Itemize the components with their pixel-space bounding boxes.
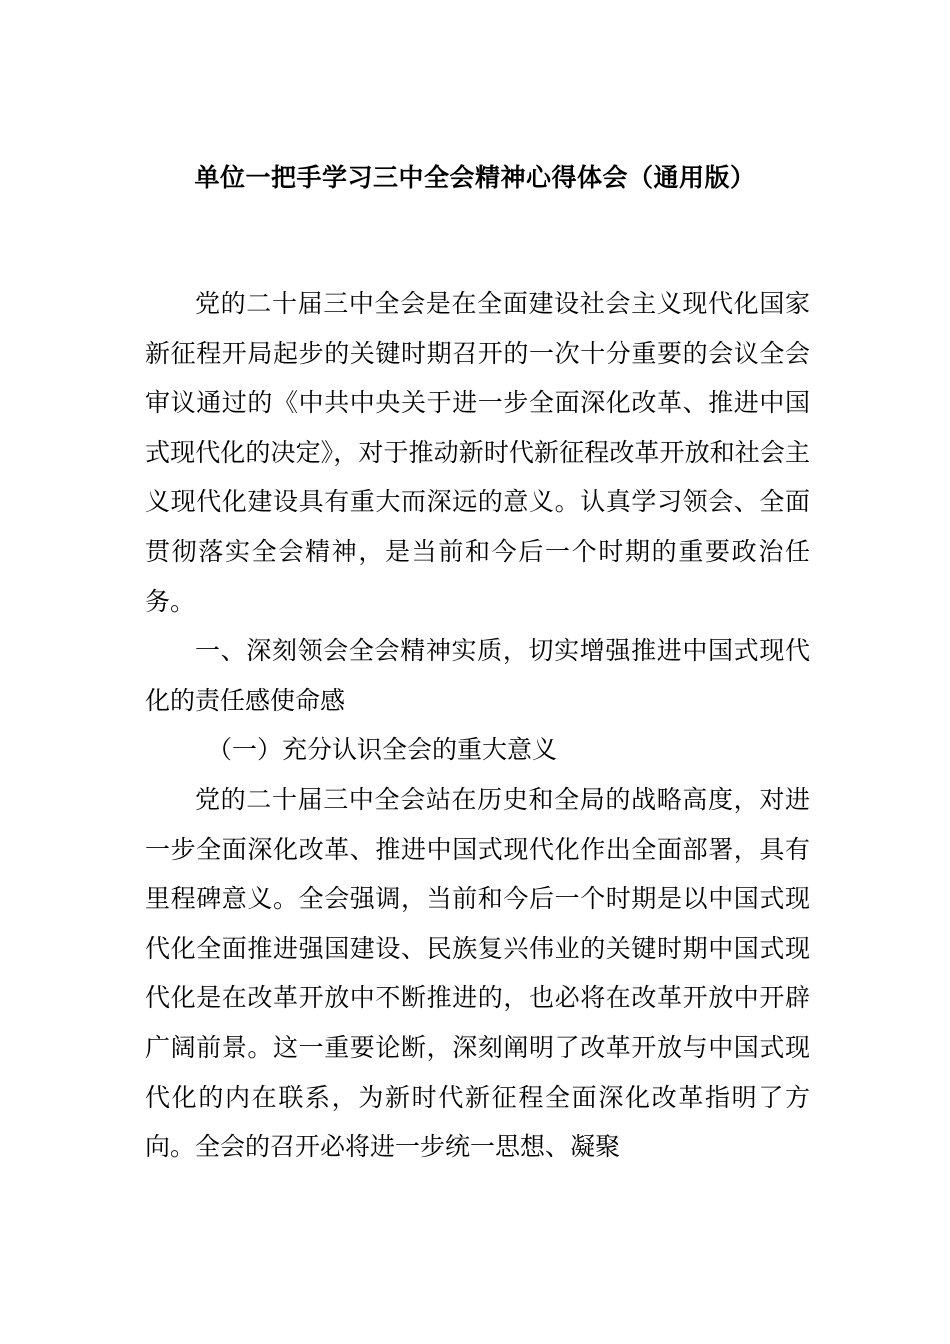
document-title: 单位一把手学习三中全会精神心得体会（通用版） — [194, 163, 756, 192]
section-heading: 一、深刻领会全会精神实质，切实增强推进中国式现代化的责任感使命感 — [145, 636, 810, 715]
intro-paragraph: 党的二十届三中全会是在全面建设社会主义现代化国家新征程开局起步的关键时期召开的一次十分重要的会议全会审议通过的《中共中央关于进一步全面深化改革、推进中国式现代化的决定》，对于推动新时代新征程改革开放和社会主义现代化建设具有重大而深远的意义。认真学习领会、全面贯彻落实全会精神，是当前和今后一个时期的重要政治任务。 — [145, 289, 810, 616]
body-paragraph: 党的二十届三中全会站在历史和全局的战略高度，对进一步全面深化改革、推进中国式现代化作出全面部署，具有里程碑意义。全会强调，当前和今后一个时期是以中国式现代化全面推进强国建设、民族复兴伟业的关键时期中国式现代化是在改革开放中不断推进的，也必将在改革开放中开辟广阔前景。这一重要论断，深刻阐明了改革开放与中国式现代化的内在联系，为新时代新征程全面深化改革指明了方向。全会的召开必将进一步统一思想、凝聚 — [145, 784, 810, 1162]
subsection-heading: （一）充分认识全会的重大意义 — [207, 735, 558, 765]
document-body — [145, 279, 810, 1172]
